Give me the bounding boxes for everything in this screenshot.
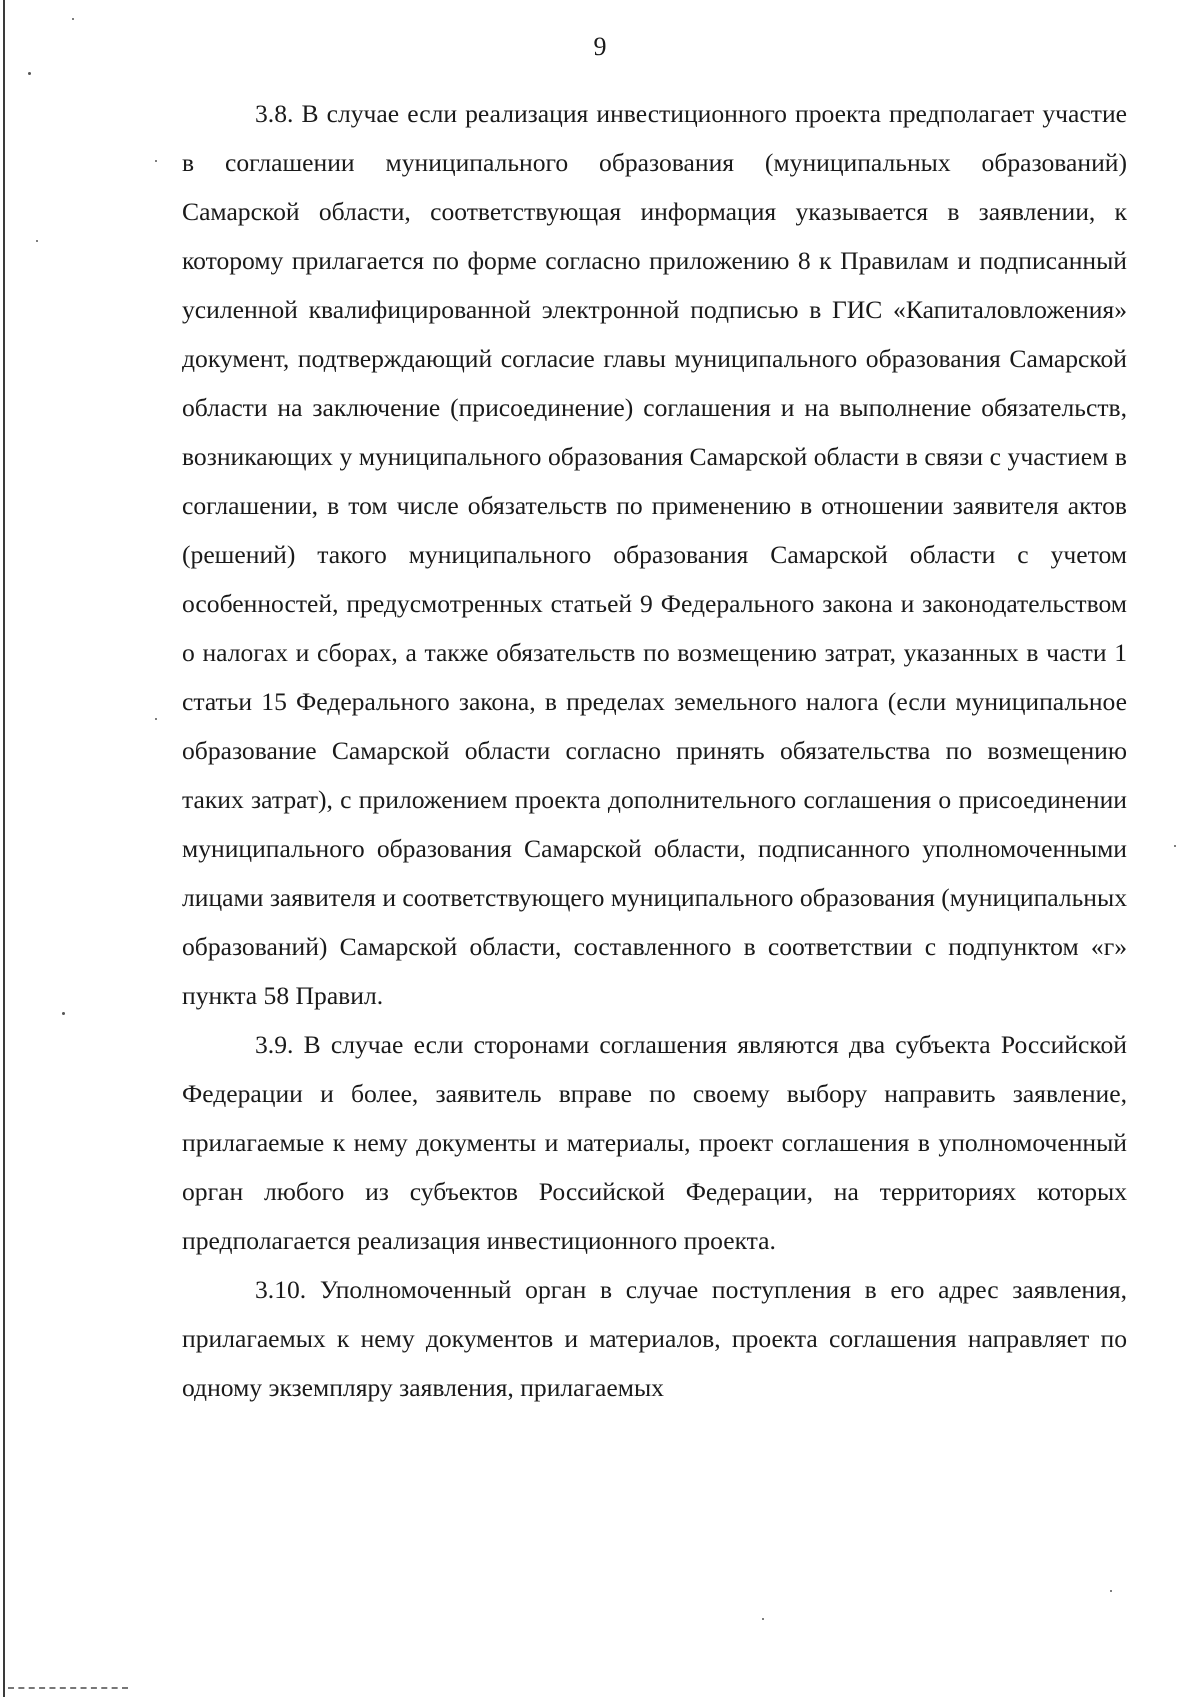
scan-speck — [62, 1012, 65, 1015]
scan-speck — [762, 1618, 764, 1620]
scan-speck — [36, 240, 38, 242]
paragraph-3-8: 3.8. В случае если реализация инвестиционного проекта предполагает участие в соглашении муниципального образования (муниципальных образований) Самарской области, соответствующая информация указывается в заявлении, к которому прилагается по форме согласно приложению 8 к Правилам и подписанный усиленной квалифицированной электронной подписью в ГИС «Капиталовложения» документ, подтверждающий согласие главы муниципального образования Самарской области на заключение (присоединение) соглашения и на выполнение обязательств, возникающих у муниципального образования Самарской области в связи с участием в соглашении, в том числе обязательств по применению в отношении заявителя актов (решений) такого муниципального образования Самарской области с учетом особенностей, предусмотренных статьей 9 Федерального закона и законодательством о налогах и сборах, а также обязательств по возмещению затрат, указанных в части 1 статьи 15 Федерального закона, в пределах земельного налога (если муниципальное образование Самарской области согласно принять обязательства по возмещению таких затрат), с приложением проекта дополнительного соглашения о присоединении муниципального образования Самарской области, подписанного уполномоченными лицами заявителя и соответствующего муниципального образования (муниципальных образований) Самарской области, составленного в соответствии с подпунктом «г» пункта 58 Правил. — [182, 99, 1127, 1010]
scan-speck — [155, 160, 157, 162]
document-body — [182, 89, 1127, 1412]
scan-speck — [1110, 1590, 1112, 1592]
scan-speck — [1174, 845, 1176, 847]
scan-speck — [72, 18, 74, 20]
scan-left-edge — [3, 0, 5, 1697]
scan-speck — [28, 72, 31, 75]
scan-speck — [155, 718, 157, 720]
scan-artifact — [8, 1687, 128, 1693]
paragraph-3-10: 3.10. Уполномоченный орган в случае поступления в его адрес заявления, прилагаемых к нему документов и материалов, проекта соглашения направляет по одному экземпляру заявления, прилагаемых — [182, 1275, 1127, 1402]
page-number: 9 — [593, 32, 607, 61]
paragraph-3-9: 3.9. В случае если сторонами соглашения являются два субъекта Российской Федерации и более, заявитель вправе по своему выбору направить заявление, прилагаемые к нему документы и материалы, проект соглашения в уполномоченный орган любого из субъектов Российской Федерации, на территориях которых предполагается реализация инвестиционного проекта. — [182, 1030, 1127, 1255]
